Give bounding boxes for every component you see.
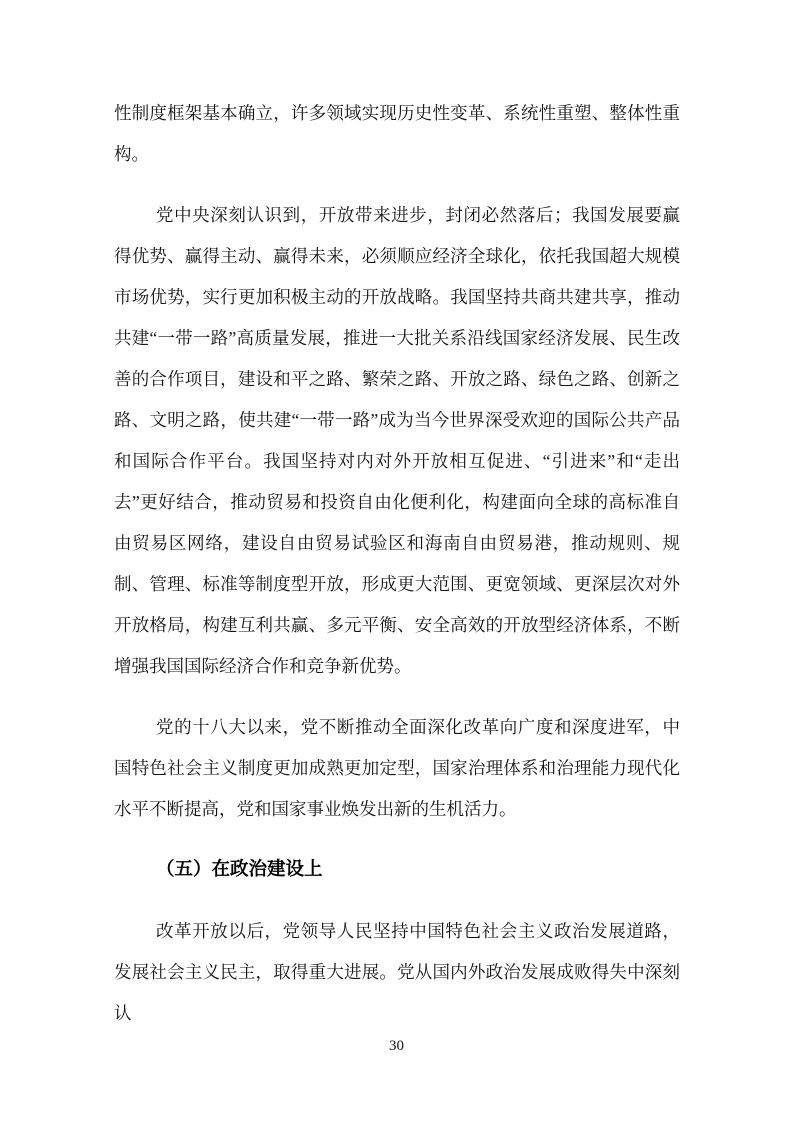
text-block — [114, 93, 680, 1054]
page-number: 30 — [389, 1038, 404, 1054]
paragraph-18th-congress: 党的十八大以来，党不断推动全面深化改革向广度和深度进军，中国特色社会主义制度更加成熟更加定型，国家治理体系和治理能力现代化水平不断提高，党和国家事业焕发出新的生机活力。 — [114, 717, 680, 819]
section-heading-political-construction: （五）在政治建设上 — [156, 860, 323, 880]
paragraph-opening-up: 党中央深刻认识到，开放带来进步，封闭必然落后；我国发展要赢得优势、赢得主动、赢得未来，必须顺应经济全球化，依托我国超大规模市场优势，实行更加积极主动的开放战略。我国坚持共商共建共享，推动共建“一带一路”高质量发展，推进一大批关系沿线国家经济发展、民生改善的合作项目，建设和平之路、繁荣之路、开放之路、绿色之路、创新之路、文明之路，使共建“一带一路”成为当今世界深受欢迎的国际公共产品和国际合作平台。我国坚持对内对外开放相互促进、“引进来”和“走出去”更好结合，推动贸易和投资自由化便利化，构建面向全球的高标准自由贸易区网络，建设自由贸易试验区和海南自由贸易港，推动规则、规制、管理、标准等制度型开放，形成更大范围、更宽领域、更深层次对外开放格局，构建互利共赢、多元平衡、安全高效的开放型经济体系，不断增强我国国际经济合作和竞争新优势。 — [114, 205, 680, 676]
paragraph-carryover: 性制度框架基本确立，许多领域实现历史性变革、系统性重塑、整体性重构。 — [114, 103, 680, 164]
paragraph-political-development: 改革开放以后，党领导人民坚持中国特色社会主义政治发展道路，发展社会主义民主，取得重大进展。党从国内外政治发展成败得失中深刻认 — [114, 921, 680, 1023]
